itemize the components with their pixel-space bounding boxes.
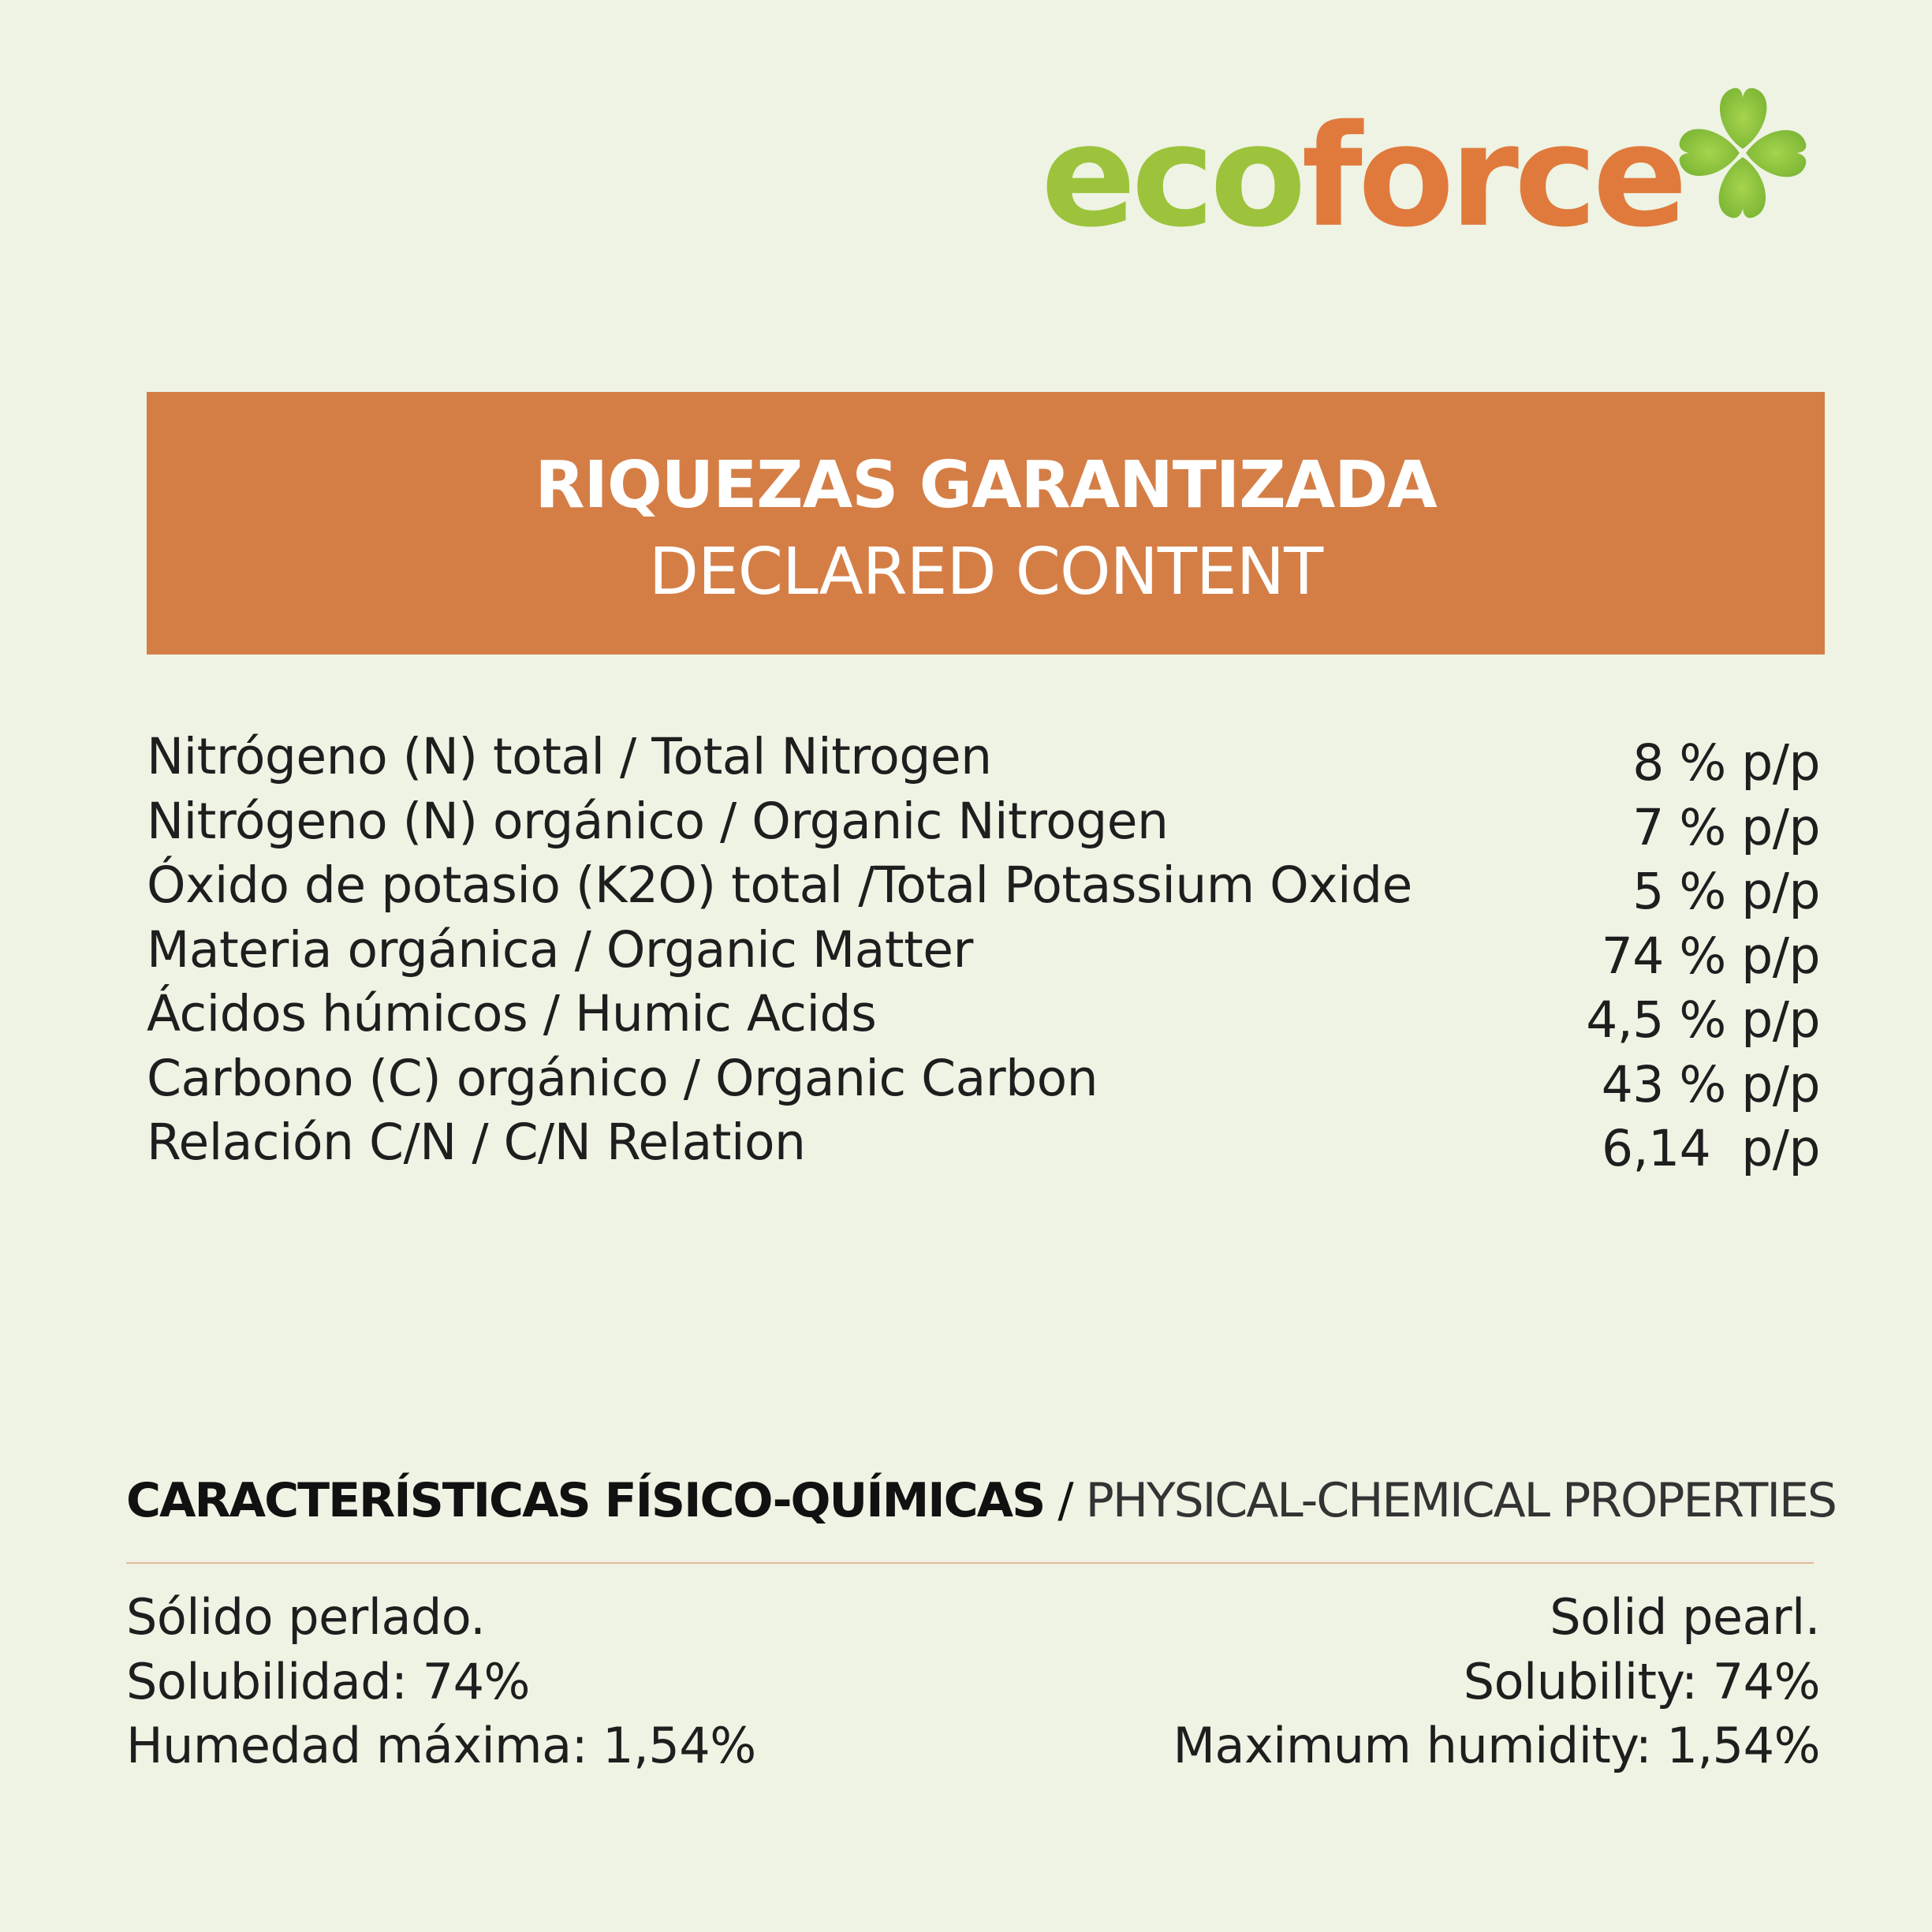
nutrient-value: 7 % p/p xyxy=(1632,798,1820,856)
nutrient-row xyxy=(147,792,1820,859)
nutrient-label: Nitrógeno (N) total / Total Nitrogen xyxy=(147,728,992,785)
nutrient-value: 43 % p/p xyxy=(1601,1055,1820,1113)
properties-heading-en: PHYSICAL-CHEMICAL PROPERTIES xyxy=(1085,1473,1837,1528)
nutrient-row xyxy=(147,1049,1820,1116)
property-line-es: Solubilidad: 74% xyxy=(126,1652,530,1710)
declared-content-banner xyxy=(147,392,1825,655)
nutrient-label: Materia orgánica / Organic Matter xyxy=(147,920,973,979)
nutrient-value: 6,14 p/p xyxy=(1601,1120,1820,1177)
properties-divider xyxy=(126,1562,1814,1564)
property-line-en: Maximum humidity: 1,54% xyxy=(1173,1717,1820,1774)
property-line-es: Sólido perlado. xyxy=(126,1588,486,1646)
property-line-es: Humedad máxima: 1,54% xyxy=(126,1717,756,1774)
nutrient-row xyxy=(147,920,1820,987)
nutrient-label: Nitrógeno (N) orgánico / Organic Nitrogen xyxy=(147,792,1169,850)
nutrient-value: 8 % p/p xyxy=(1632,734,1820,792)
clover-icon xyxy=(1660,70,1826,236)
properties-heading-separator: / xyxy=(1044,1473,1086,1528)
nutrient-row xyxy=(147,1113,1820,1180)
nutrient-value: 5 % p/p xyxy=(1632,863,1820,920)
ecoforce-logo xyxy=(1041,75,1829,264)
nutrient-label: Carbono (C) orgánico / Organic Carbon xyxy=(147,1049,1098,1107)
nutrient-label: Ácidos húmicos / Humic Acids xyxy=(147,985,877,1042)
properties-heading xyxy=(126,1473,1837,1528)
nutrient-row xyxy=(147,985,1820,1051)
nutrient-value: 74 % p/p xyxy=(1601,927,1820,985)
property-line-en: Solid pearl. xyxy=(1550,1588,1820,1646)
nutrient-row xyxy=(147,728,1820,794)
property-line-en: Solubility: 74% xyxy=(1463,1652,1820,1710)
nutrient-list xyxy=(147,728,1820,1180)
nutrient-label: Óxido de potasio (K2O) total /Total Potassium Oxide xyxy=(147,856,1412,914)
nutrient-value: 4,5 % p/p xyxy=(1586,991,1820,1049)
logo-text-eco: eco xyxy=(1041,95,1302,258)
logo-wordmark xyxy=(1041,95,1684,258)
properties-spanish xyxy=(126,1585,756,1778)
banner-title: RIQUEZAS GARANTIZADA xyxy=(535,448,1437,523)
nutrient-row xyxy=(147,856,1820,923)
properties-heading-es: CARACTERÍSTICAS FÍSICO-QUÍMICAS xyxy=(126,1473,1045,1528)
logo-text-force: force xyxy=(1301,95,1684,258)
banner-subtitle: DECLARED CONTENT xyxy=(648,535,1323,610)
nutrient-label: Relación C/N / C/N Relation xyxy=(147,1113,806,1171)
properties-english xyxy=(1173,1585,1820,1778)
